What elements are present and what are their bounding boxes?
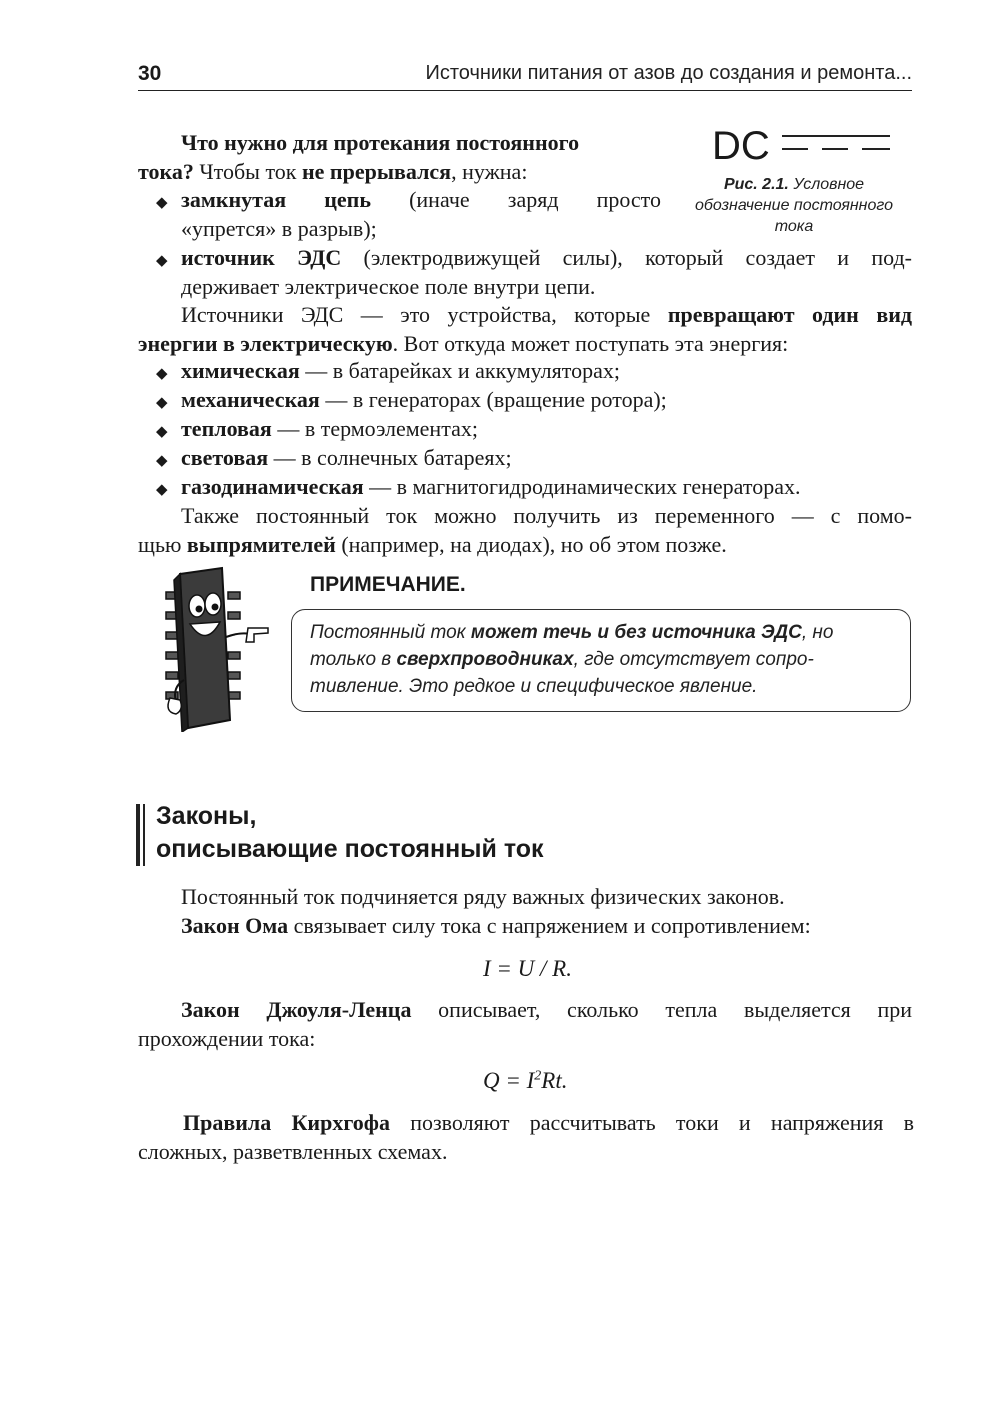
energy-item-text: — в магнитогидродинамических генераторах. (363, 474, 801, 499)
joule-law-line-1 (181, 995, 912, 1024)
energy-item (181, 472, 800, 501)
bullet-emf-source-line2: держивает электрическое поле внутри цепи. (181, 274, 596, 299)
bullet-icon: ◆ (156, 424, 168, 440)
intro-not-interrupted: не прерывался (301, 159, 452, 184)
section-bar-thin (143, 804, 145, 866)
rectifier-line-2 (138, 530, 727, 559)
energy-item-bold: газодинамическая (181, 474, 364, 499)
note-text-4: , где отсутствует сопро- (573, 649, 814, 670)
chip-mascot-icon (150, 562, 275, 732)
joule-formula-part2: Rt. (541, 1068, 568, 1093)
note-bold-2: сверхпроводниках (396, 649, 574, 670)
sources-text-2: . Вот откуда может поступать эта энергия: (392, 331, 789, 356)
laws-intro: Постоянный ток подчиняется ряду важных физических законов. (181, 884, 785, 909)
emf-source-bold: источник ЭДС (181, 245, 342, 270)
note-text-3: только в (310, 649, 397, 670)
intro-question-bold: Что нужно для протекания постоянного (181, 130, 580, 155)
sources-line-2 (138, 329, 788, 358)
note-line-3: тивление. Это редкое и специфическое явление. (310, 676, 758, 697)
bullet-icon: ◆ (156, 366, 168, 382)
intro-text-2: , нужна: (451, 159, 528, 184)
dc-symbol-text: DC (712, 124, 770, 168)
sources-line-1 (181, 300, 912, 329)
figure-caption-line2: обозначение постоянного (695, 197, 893, 214)
note-title: ПРИМЕЧАНИЕ. (310, 573, 466, 596)
note-line-2 (310, 649, 814, 671)
figure-caption (676, 174, 912, 237)
ohm-law-text: связывает силу тока с напряжением и сопротивлением: (288, 913, 811, 938)
sources-bold-1: превращают один вид (667, 302, 912, 327)
bullet-closed-circuit-line2: «упрется» в разрыв); (181, 216, 377, 241)
section-title (156, 800, 544, 866)
joule-formula-exponent: 2 (534, 1068, 542, 1084)
page-number: 30 (138, 62, 162, 85)
energy-item-text: — в генераторах (вращение ротора); (319, 387, 667, 412)
dc-line-icon (780, 132, 892, 156)
energy-item-bold: механическая (181, 387, 320, 412)
ohm-law-bold: Закон Ома (181, 913, 289, 938)
bullet-closed-circuit (181, 185, 661, 214)
page-header (138, 60, 912, 91)
rectifier-text-2: (например, на диодах), но об этом позже. (335, 532, 727, 557)
kirchhoff-line-2: сложных, разветвленных схемах. (138, 1139, 448, 1164)
intro-text-1: Чтобы ток (193, 159, 302, 184)
kirchhoff-line-1 (183, 1108, 914, 1137)
running-title: Источники питания от азов до создания и ремонта... (425, 62, 912, 84)
energy-item-bold: тепловая (181, 416, 272, 441)
section-bar (136, 804, 140, 866)
sources-bold-2: энергии в электрическую (138, 331, 393, 356)
section-title-line1: Законы, (156, 802, 257, 830)
note-box (291, 609, 911, 712)
joule-law-line-2: прохождении тока: (138, 1026, 316, 1051)
closed-circuit-text: (иначе заряд просто (371, 187, 662, 212)
energy-item-bold: химическая (181, 358, 300, 383)
closed-circuit-bold: замкнутая цепь (181, 187, 371, 212)
energy-item (181, 356, 620, 385)
note-bold-1: может течь и без источника ЭДС (470, 622, 802, 643)
kirchhoff-bold: Правила Кирхгофа (183, 1110, 390, 1135)
figure-caption-label: Рис. 2.1. (723, 176, 789, 193)
note-text-1: Постоянный ток (310, 622, 471, 643)
ohm-law-line (181, 911, 811, 940)
note-text-2: , но (801, 622, 834, 643)
rectifier-bold: выпрямителей (186, 532, 336, 557)
rectifier-text-1: щью (138, 532, 187, 557)
joule-formula-part1: Q = I (483, 1068, 535, 1093)
bullet-icon: ◆ (156, 253, 168, 269)
section-title-line2: описывающие постоянный ток (156, 835, 544, 863)
bullet-icon: ◆ (156, 482, 168, 498)
figure-caption-line3: тока (774, 218, 814, 235)
bullet-icon: ◆ (156, 195, 168, 211)
intro-question-end: тока? (138, 159, 194, 184)
note-line-1 (310, 622, 833, 644)
energy-item (181, 414, 478, 443)
energy-item-text: — в батарейках и аккумуляторах; (299, 358, 620, 383)
bullet-icon: ◆ (156, 453, 168, 469)
joule-formula (483, 1068, 568, 1094)
energy-item-text: — в термоэлементах; (271, 416, 478, 441)
bullet-emf-source (181, 243, 912, 272)
figure-caption-line1: Условное (793, 176, 865, 193)
kirchhoff-text: позволяют рассчитывать токи и напряжения в (390, 1110, 914, 1135)
joule-law-bold: Закон Джоуля-Ленца (181, 997, 412, 1022)
bullet-icon: ◆ (156, 395, 168, 411)
joule-law-text: описывает, сколько тепла выделяется при (411, 997, 912, 1022)
rectifier-line-1: Также постоянный ток можно получить из переменного — с помо- (181, 503, 912, 528)
intro-line-2 (138, 157, 527, 186)
energy-item-text: — в солнечных батареях; (268, 445, 512, 470)
sources-text-1: Источники ЭДС — это устройства, которые (181, 302, 668, 327)
energy-item (181, 385, 667, 414)
intro-line-1 (181, 128, 579, 157)
energy-item-bold: световая (181, 445, 269, 470)
ohm-formula: I = U / R. (483, 956, 572, 981)
energy-item (181, 443, 512, 472)
emf-source-text: (электродвижущей силы), который создает и под- (341, 245, 913, 270)
